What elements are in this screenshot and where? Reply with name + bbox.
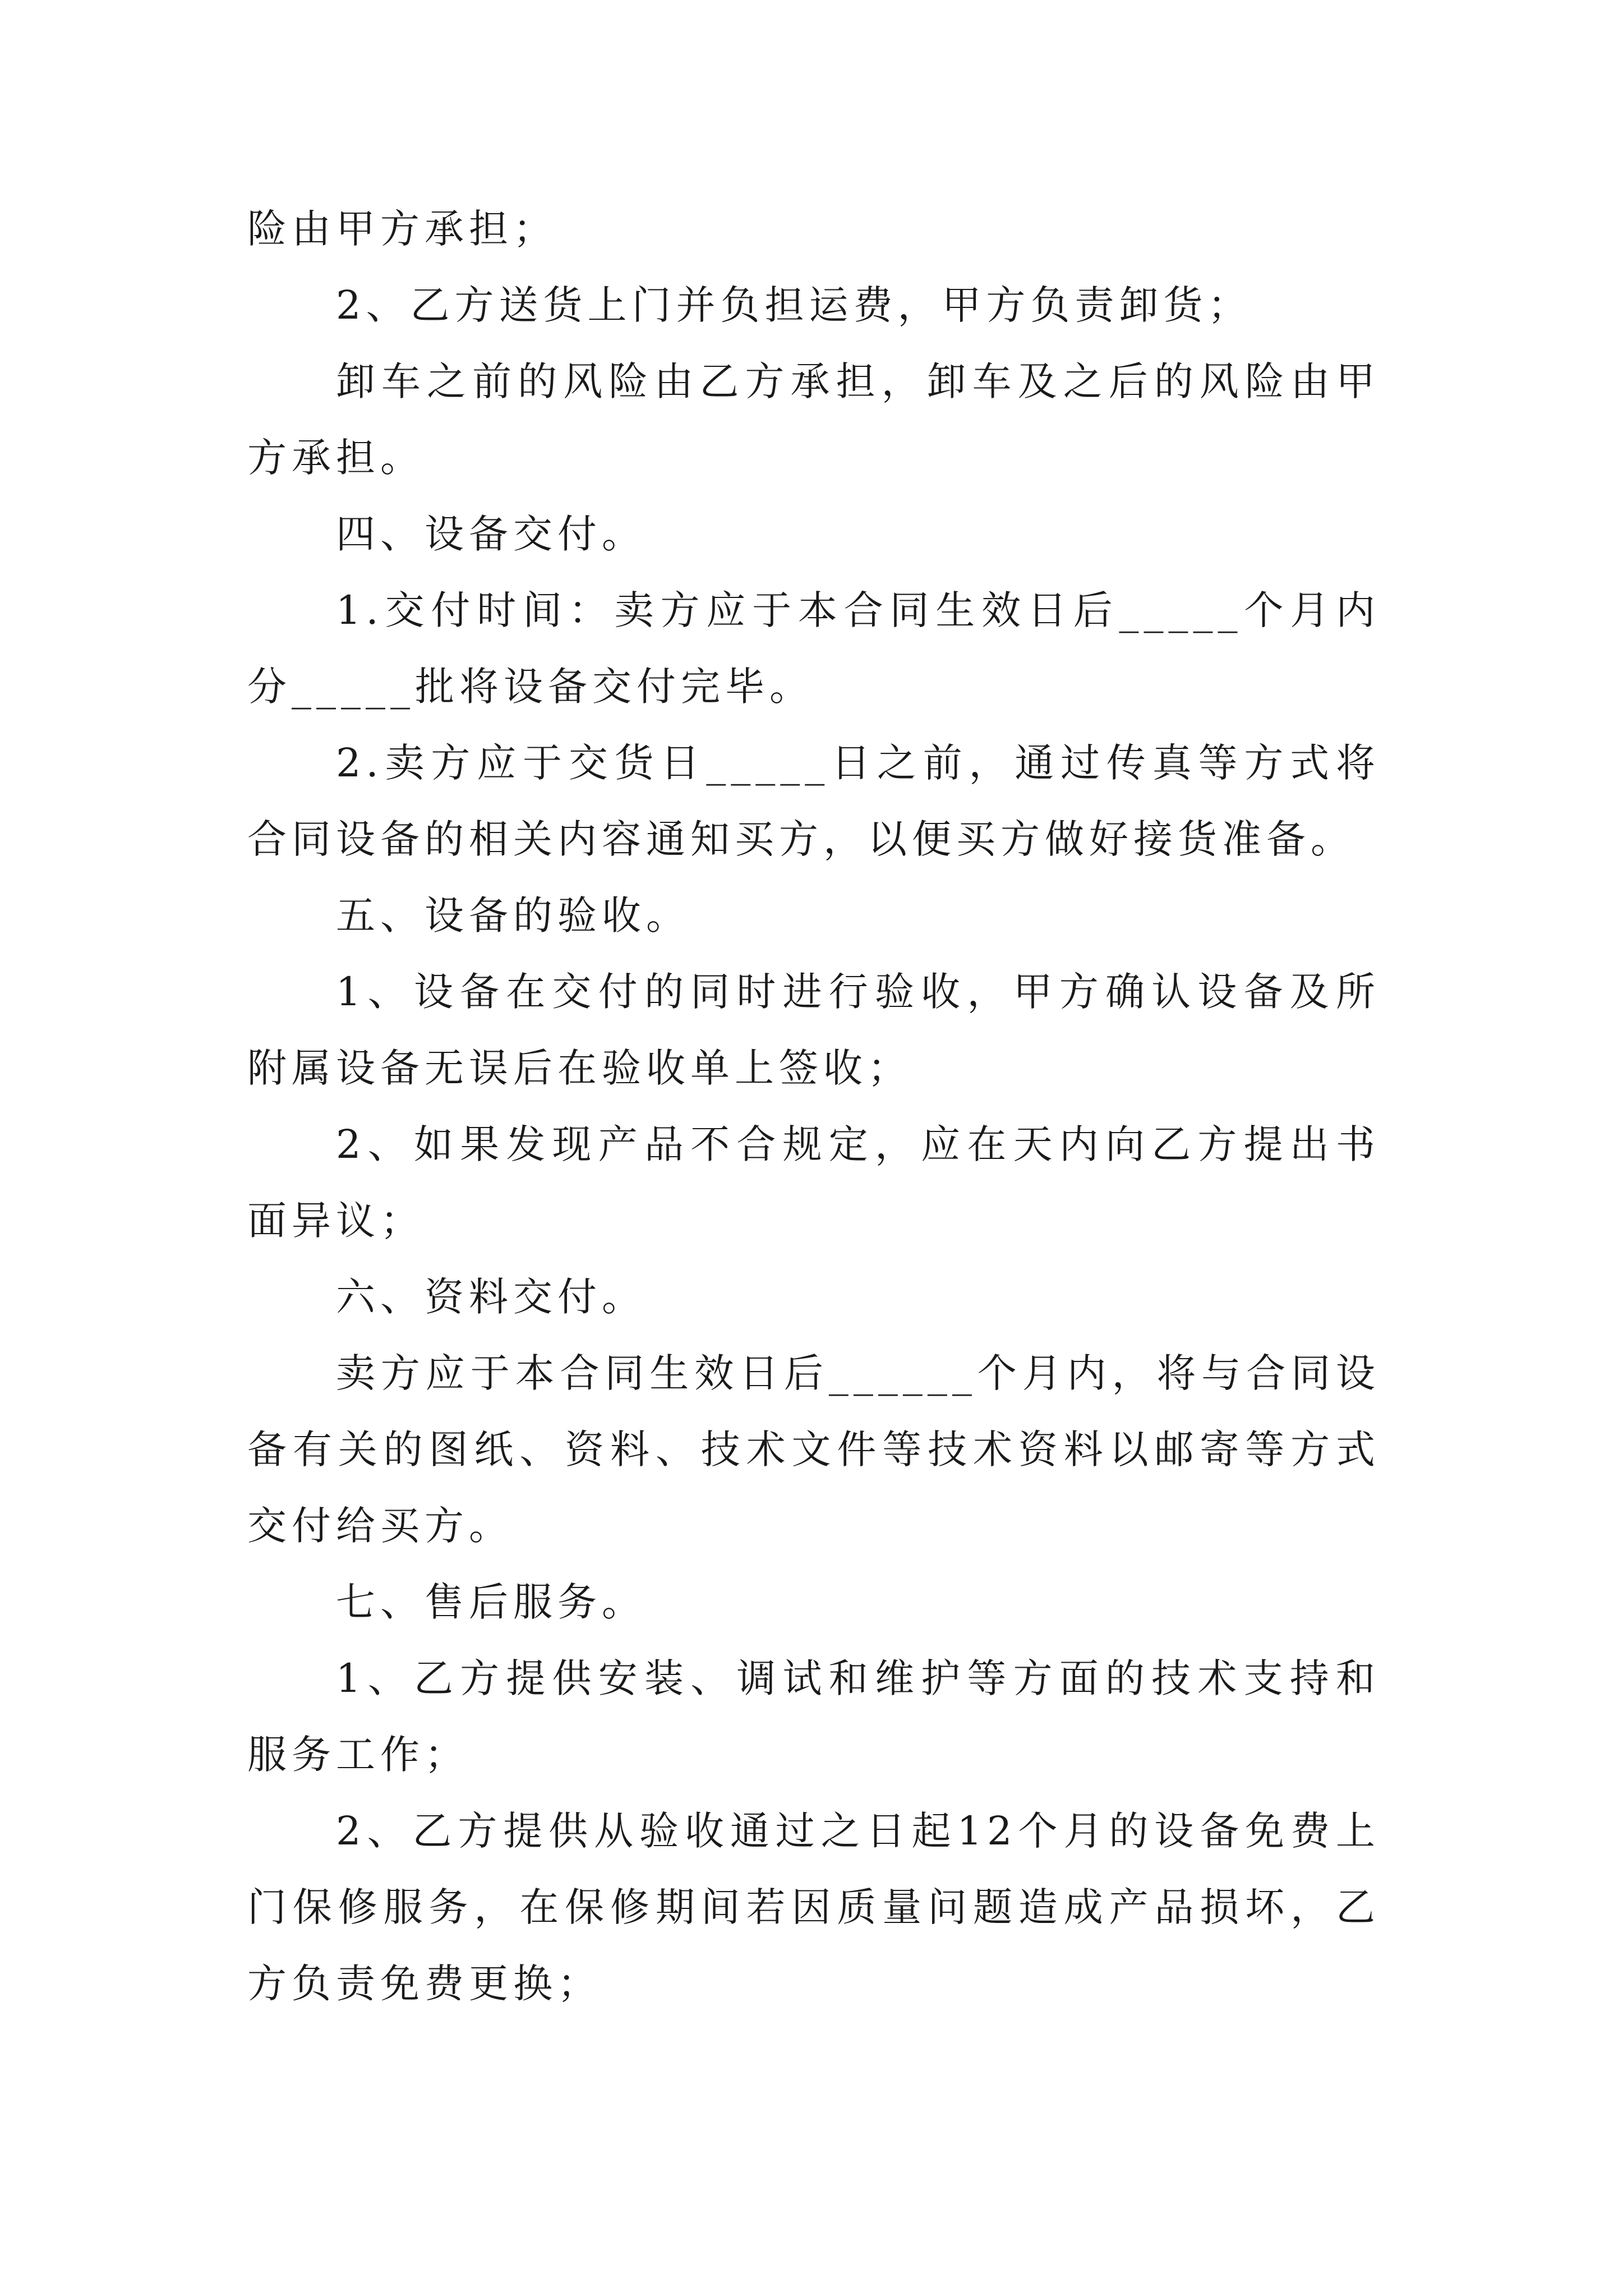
paragraph-delivery-time: 1.交付时间：卖方应于本合同生效日后_____个月内分_____批将设备交付完毕。: [247, 587, 1380, 710]
paragraph-risk-continuation: 险由甲方承担；: [247, 206, 557, 252]
contract-body: [247, 191, 1380, 2022]
paragraph-delivery-notice: 2.卖方应于交货日_____日之前，通过传真等方式将合同设备的相关内容通知买方，以便买方做好接货准备。: [247, 740, 1380, 862]
paragraph-acceptance-signoff: 1、设备在交付的同时进行验收，甲方确认设备及所附属设备无误后在验收单上签收；: [247, 969, 1380, 1091]
paragraph-delivery-freight: 2、乙方送货上门并负担运费，甲方负责卸货；: [336, 282, 1252, 328]
paragraph-warranty: 2、乙方提供从验收通过之日起12个月的设备免费上门保修服务，在保修期间若因质量问题造成产品损坏，乙方负责免费更换；: [247, 1808, 1380, 2007]
section-heading-acceptance: 五、设备的验收。: [336, 892, 690, 938]
paragraph-objection: 2、如果发现产品不合规定，应在天内向乙方提出书面异议；: [247, 1121, 1380, 1244]
paragraph-documents-delivery: 卖方应于本合同生效日后______个月内，将与合同设备有关的图纸、资料、技术文件等技术资料以邮寄等方式交付给买方。: [247, 1350, 1380, 1549]
section-heading-documents: 六、资料交付。: [336, 1274, 646, 1320]
paragraph-unloading-risk: 卸车之前的风险由乙方承担，卸车及之后的风险由甲方承担。: [247, 358, 1380, 481]
section-heading-equipment-delivery: 四、设备交付。: [336, 511, 646, 557]
paragraph-technical-support: 1、乙方提供安装、调试和维护等方面的技术支持和服务工作；: [247, 1655, 1380, 1778]
section-heading-after-sales: 七、售后服务。: [336, 1579, 646, 1625]
